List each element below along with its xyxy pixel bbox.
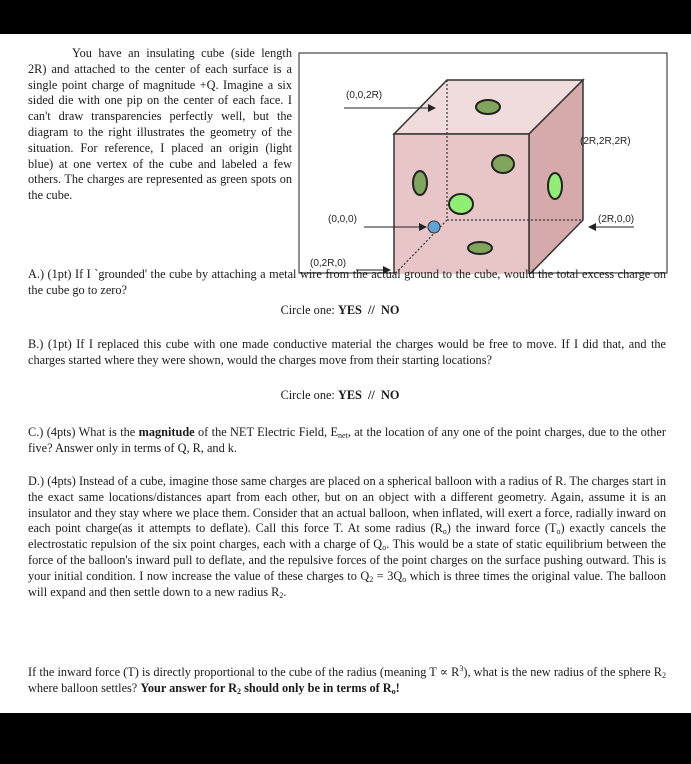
origin-point (428, 221, 440, 233)
label-x-vertex: (2R,0,0) (598, 214, 635, 225)
circle-one-label: Circle one: (280, 388, 335, 402)
question-d: D.) (4pts) Instead of a cube, imagine those same charges are placed on a spherical balloon with a radius of R. The charges start in the exact same locations/distances apart from each other, but on an object with a different geometry. Again, assume it is an insulator and they stay where we place them. Consider that an actual balloon, when inflated, will exert a force, radially inward on each point charge(as it attempts to deflate). Call this force T. At some radius $(R_o)$ the inward force $(T_o)$ exactly cancels the electrostatic repulsion of the six point charges, each with a charge of $Q_o$. This would be a state of static equilibrium between the force of the balloon's inward pull to deflate, and the repulsive forces of the point charges on the surface pushing outward. This is your initial condition. I now increase the value of these charges to $Q_2 = 3Q_o$ which is three times the original value. The balloon will expand and then settle down to a new radius $R_2$. (28, 474, 667, 600)
label-origin: (0,0,0) (328, 214, 357, 225)
circle-one-label: Circle one: (280, 303, 335, 317)
worksheet-page (0, 34, 691, 713)
question-final: If the inward force (T) is directly proportional to the cube of the radius (meaning $T \propto R^3$), what is the new radius of the sphere $R_2$ where balloon settles? Your answer for $R_2$ should only be in terms of $R_o$! (28, 663, 666, 696)
label-y-vertex: (0,2R,0) (310, 258, 347, 269)
label-far-vertex: (2R,2R,2R) (580, 136, 631, 147)
question-b-choice (190, 388, 490, 403)
label-top-vertex: (0,0,2R) (346, 90, 383, 101)
yes-no-options[interactable]: YES // NO (337, 303, 400, 317)
charge-front (449, 194, 473, 214)
cube-diagram (298, 52, 668, 274)
charge-top (476, 100, 500, 114)
charge-bottom (468, 242, 492, 254)
charge-left (413, 171, 427, 195)
charge-right (548, 173, 562, 199)
question-b: B.) (1pt) If I replaced this cube with one made conductive material the charges would be free to move. If I did that, and the charges started where they were shown, would the charges move from their starting locations? (28, 337, 666, 367)
charge-back (492, 155, 514, 173)
question-a-choice (190, 303, 490, 318)
question-c: C.) (4pts) What is the magnitude of the NET Electric Field, $E_{net}$, at the location of any one of the point charges, due to the other five? Answer only in terms of Q, R, and k. (28, 425, 666, 455)
intro-paragraph: You have an insulating cube (side length 2R) and attached to the center of each surface is a single point charge of magnitude +Q. Imagine a six sided die with one pip on the center of each face. I can't draw transparencies perfectly well, but the diagram to the right illustrates the geometry of the situation. For reference, I placed an origin (light blue) at one vertex of the cube and labeled a few others. The charges are represented as green spots on the cube. (28, 46, 292, 203)
question-a: A.) (1pt) If I `grounded' the cube by attaching a metal wire from the actual ground to the cube, would the total excess charge on the cube go to zero? (28, 267, 666, 297)
yes-no-options[interactable]: YES // NO (337, 388, 400, 402)
